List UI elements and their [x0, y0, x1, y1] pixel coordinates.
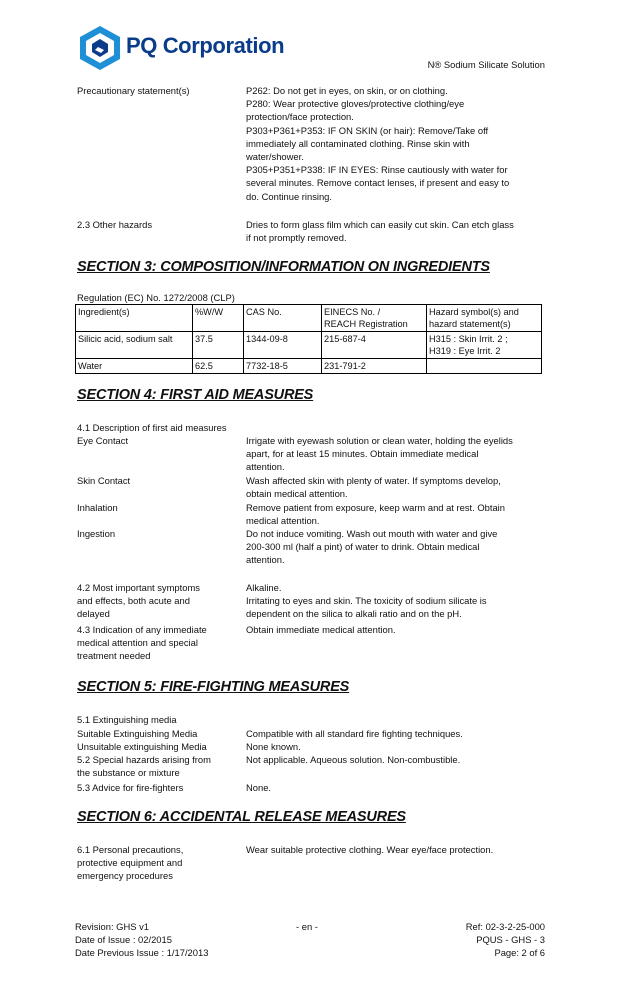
pq-logo-icon	[76, 25, 124, 71]
ingestion-text: Do not induce vomiting. Wash out mouth with water and give 200-300 ml (half a pint) of water to drink. Obtain medical attention.	[246, 528, 498, 566]
skin-contact-text: Wash affected skin with plenty of water. If symptoms develop, obtain medical attention.	[246, 475, 501, 500]
precautionary-label: Precautionary statement(s)	[77, 85, 190, 96]
special-hazards-text: Not applicable. Aqueous solution. Non-combustible.	[246, 754, 461, 765]
skin-contact-label: Skin Contact	[77, 475, 131, 486]
medical-attention-label: 4.3 Indication of any immediate medical attention and special treatment needed	[77, 624, 207, 662]
ingestion-label: Ingestion	[77, 528, 116, 539]
inhalation-label: Inhalation	[77, 502, 118, 513]
fire-fighter-advice-label: 5.3 Advice for fire-fighters	[77, 782, 184, 793]
footer-left	[75, 920, 208, 960]
footer-right	[466, 920, 545, 960]
unsuitable-media-label: Unsuitable extinguishing Media	[77, 741, 207, 752]
special-hazards-label: 5.2 Special hazards arising from the substance or mixture	[77, 754, 211, 779]
suitable-media-label: Suitable Extinguishing Media	[77, 728, 198, 739]
page-number: Page: 2 of 6	[494, 947, 545, 959]
symptoms-label: 4.2 Most important symptoms and effects, both acute and delayed	[77, 582, 200, 620]
other-hazards-label: 2.3 Other hazards	[77, 219, 153, 230]
extinguishing-media-label: 5.1 Extinguishing media	[77, 714, 177, 725]
reference-number: Ref: 02-3-2-25-000	[465, 921, 545, 932]
fire-fighter-advice-text: None.	[246, 782, 272, 793]
product-name: N® Sodium Silicate Solution	[427, 59, 545, 70]
company-name: PQ Corporation	[126, 33, 285, 58]
eye-contact-label: Eye Contact	[77, 435, 129, 446]
eye-contact-text: Irrigate with eyewash solution or clean water, holding the eyelids apart, for at least 15 minutes. Obtain immediate medical attention.	[246, 435, 513, 473]
section-6-title: SECTION 6: ACCIDENTAL RELEASE MEASURES	[77, 809, 406, 825]
unsuitable-media-text: None known.	[246, 741, 301, 752]
footer-language: - en -	[296, 921, 318, 932]
medical-attention-text: Obtain immediate medical attention.	[246, 624, 396, 635]
inhalation-text: Remove patient from exposure, keep warm and at rest. Obtain medical attention.	[246, 502, 505, 527]
section-5-title: SECTION 5: FIRE-FIGHTING MEASURES	[77, 679, 350, 695]
precautionary-statements: P262: Do not get in eyes, on skin, or on clothing. P280: Wear protective gloves/protective clothing/eye protection/face protection. P303+P361+P353: IF ON SKIN (or hair): Remove/Take off immediately all contaminated clothing. Rinse skin with water/shower. P305+P351+P338: IF IN EYES: Rinse cautiously with water for several minutes. Remove contact lenses, if present and easy to do. Continue rinsing.	[246, 85, 510, 202]
company-logo	[76, 25, 124, 71]
personal-precautions-text: Wear suitable protective clothing. Wear eye/face protection.	[246, 844, 494, 855]
table-header-row: Ingredient(s) %W/W CAS No. EINECS No. / REACH Registration Hazard symbol(s) and hazard statement(s)	[76, 305, 542, 332]
table-row: Water 62.5 7732-18-5 231-791-2	[76, 359, 542, 374]
table-row: Silicic acid, sodium salt 37.5 1344-09-8 215-687-4 H315 : Skin Irrit. 2 ; H319 : Eye Irrit. 2	[76, 332, 542, 359]
symptoms-text: Alkaline. Irritating to eyes and skin. The toxicity of sodium silicate is dependent on the silica to alkali ratio and on the pH.	[246, 582, 487, 620]
other-hazards-text: Dries to form glass film which can easily cut skin. Can etch glass if not promptly removed.	[246, 219, 514, 244]
personal-precautions-label: 6.1 Personal precautions, protective equipment and emergency procedures	[77, 844, 184, 882]
ingredients-table	[75, 304, 542, 374]
section-4-title: SECTION 4: FIRST AID MEASURES	[77, 387, 314, 403]
first-aid-description-label: 4.1 Description of first aid measures	[77, 422, 227, 433]
section-3-title: SECTION 3: COMPOSITION/INFORMATION ON INGREDIENTS	[77, 259, 490, 275]
suitable-media-text: Compatible with all standard fire fighting techniques.	[246, 728, 463, 739]
regulation-label: Regulation (EC) No. 1272/2008 (CLP)	[77, 292, 235, 303]
revision: Revision: GHS v1	[75, 921, 149, 932]
date-previous-issue: Date Previous Issue : 1/17/2013	[75, 947, 209, 959]
date-of-issue: Date of Issue : 02/2015	[75, 934, 172, 946]
document-code: PQUS - GHS - 3	[476, 934, 545, 946]
